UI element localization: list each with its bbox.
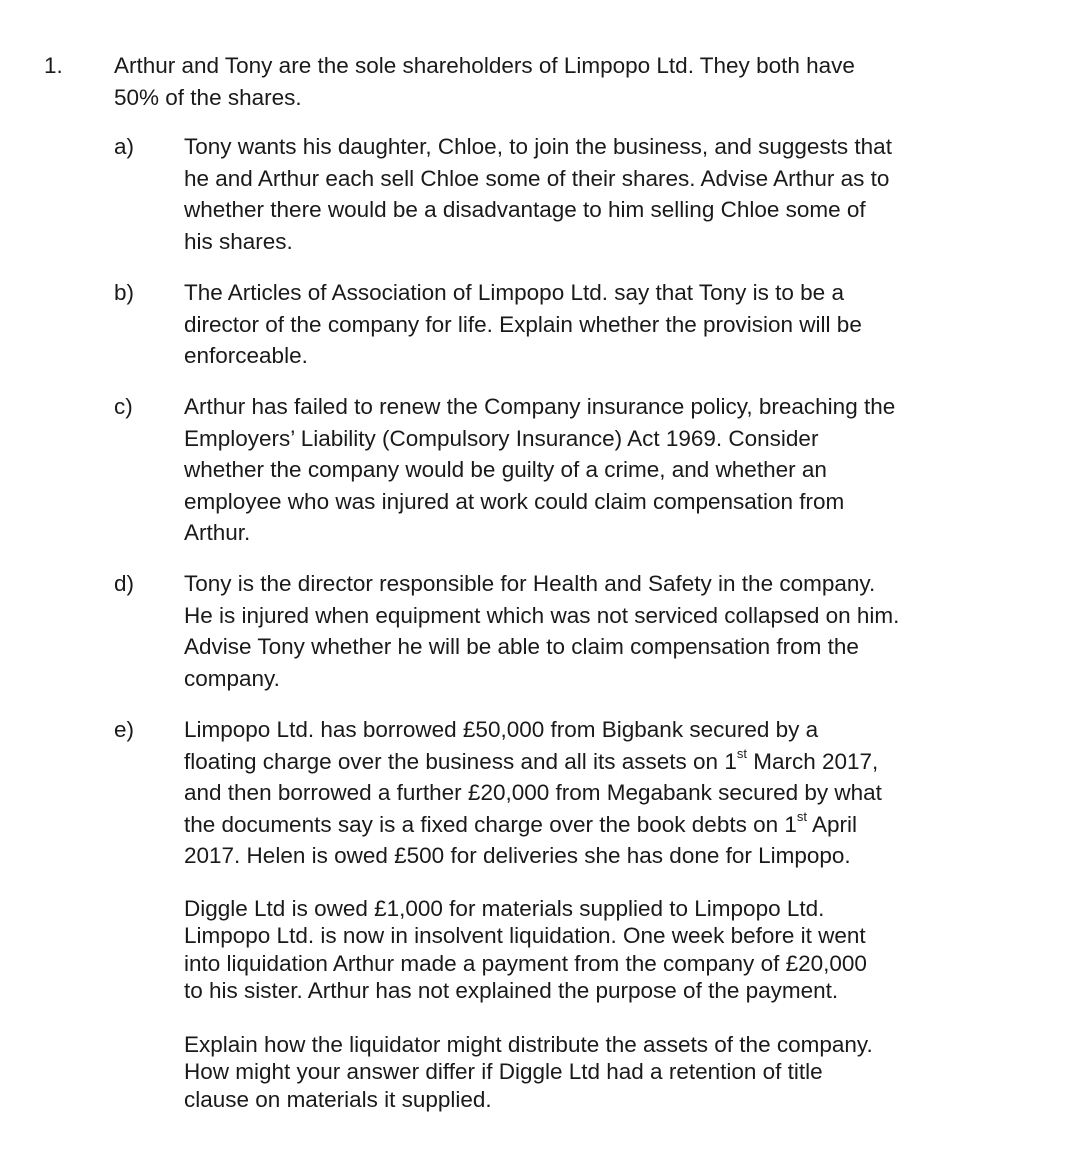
part-a-text [184, 131, 964, 257]
part-e-line: 2017. Helen is owed £500 for deliveries she has done for Limpopo. [184, 843, 851, 868]
part-e-line: Limpopo Ltd. has borrowed £50,000 from Bigbank secured by a [184, 717, 819, 742]
intro-line: Arthur and Tony are the sole shareholders of Limpopo Ltd. They both have [114, 53, 855, 78]
part-d-line: He is injured when equipment which was not serviced collapsed on him. [184, 602, 900, 628]
part-a-line: whether there would be a disadvantage to him selling Chloe some of [184, 197, 866, 222]
part-e-line-text: the documents say is a fixed charge over the book debts on 1 [184, 811, 797, 837]
part-e-label: e) [114, 717, 135, 742]
part-e-paragraph-2 [184, 895, 964, 1004]
question-intro [114, 50, 934, 114]
part-c-line: employee who was injured at work could claim compensation from [184, 488, 845, 514]
intro-line: 50% of the shares. [114, 85, 302, 110]
ordinal-suffix: st [796, 809, 807, 824]
part-c-line: Arthur. [184, 520, 251, 545]
part-e-line-text: floating charge over the business and all its assets on 1 [184, 748, 737, 774]
part-e-text [184, 714, 964, 872]
part-e-para3-line: Explain how the liquidator might distribute the assets of the company. [184, 1032, 873, 1057]
part-c-line: Arthur has failed to renew the Company insurance policy, breaching the [184, 394, 896, 419]
part-a-line: his shares. [184, 228, 293, 254]
part-b-label: b) [114, 280, 135, 305]
part-c-label: c) [114, 394, 133, 419]
part-a-line: Tony wants his daughter, Chloe, to join the business, and suggests that [184, 134, 892, 159]
part-d-line: Tony is the director responsible for Health and Safety in the company. [184, 571, 876, 596]
part-b-line: enforceable. [184, 343, 308, 368]
part-e-line [184, 809, 964, 841]
part-b-line: The Articles of Association of Limpopo Ltd. say that Tony is to be a [184, 280, 844, 305]
part-a-label: a) [114, 134, 135, 159]
part-e-line-text: March 2017, [746, 748, 879, 774]
part-e-line: and then borrowed a further £20,000 from Megabank secured by what [184, 780, 882, 805]
part-e-para2-line: Diggle Ltd is owed £1,000 for materials supplied to Limpopo Ltd. [184, 896, 825, 921]
part-e-line-text: April [807, 811, 858, 837]
part-b-line: director of the company for life. Explain whether the provision will be [184, 311, 862, 337]
part-e-para3-line: How might your answer differ if Diggle Ltd had a retention of title [184, 1059, 823, 1085]
ordinal-suffix: st [736, 746, 747, 761]
part-e-para2-line: Limpopo Ltd. is now in insolvent liquidation. One week before it went [184, 923, 866, 949]
question-number: 1. [44, 53, 63, 78]
part-c-text [184, 391, 964, 549]
part-d-line: Advise Tony whether he will be able to claim compensation from the [184, 634, 859, 659]
part-e-paragraph-3 [184, 1031, 964, 1113]
part-e-line [184, 746, 964, 778]
part-d-label: d) [114, 571, 135, 596]
part-c-line: Employers’ Liability (Compulsory Insurance) Act 1969. Consider [184, 425, 819, 451]
part-d-line: company. [184, 665, 280, 691]
part-e-para2-line: into liquidation Arthur made a payment from the company of £20,000 [184, 950, 867, 976]
part-c-line: whether the company would be guilty of a crime, and whether an [184, 457, 827, 482]
part-e-para3-line: clause on materials it supplied. [184, 1086, 492, 1112]
part-e-para2-line: to his sister. Arthur has not explained the purpose of the payment. [184, 977, 839, 1003]
part-b-text [184, 277, 964, 372]
part-a-line: he and Arthur each sell Chloe some of their shares. Advise Arthur as to [184, 165, 890, 191]
part-d-text [184, 568, 964, 694]
